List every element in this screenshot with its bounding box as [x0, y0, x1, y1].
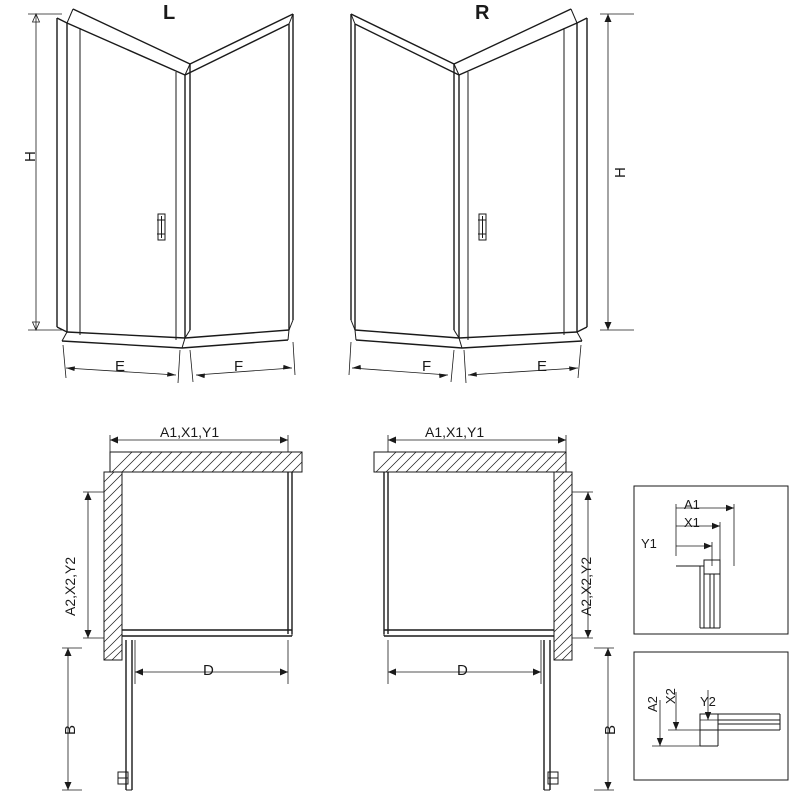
plan-left-door-dim-label: B [62, 724, 79, 735]
iso-left-title: L [163, 2, 176, 24]
plan-view-left [62, 435, 302, 790]
detail-top-dim-2: X1 [684, 515, 700, 530]
iso-right-title: R [475, 2, 490, 24]
iso-left-depth-label-1: E [115, 358, 126, 375]
iso-right-height-label: H [612, 167, 629, 178]
iso-view-left [28, 9, 295, 383]
iso-left-depth-label-2: F [234, 358, 244, 375]
plan-right-door-dim-label: B [602, 724, 619, 735]
detail-top-dim-1: A1 [684, 497, 700, 512]
plan-left-side-dim-label: A2,X2,Y2 [62, 556, 78, 616]
plan-right-top-dim-label: A1,X1,Y1 [425, 424, 485, 440]
iso-right-depth-label-1: F [422, 358, 432, 375]
detail-view-top [634, 486, 788, 634]
plan-left-inner-dim-label: D [203, 662, 214, 679]
plan-right-inner-dim-label: D [457, 662, 468, 679]
plan-right-side-dim-label: A2,X2,Y2 [578, 556, 594, 616]
iso-view-right [349, 9, 634, 383]
detail-top-dim-3: Y1 [641, 536, 657, 551]
iso-left-height-label: H [22, 151, 39, 162]
detail-bottom-dim-1: A2 [645, 696, 660, 712]
detail-bottom-dim-2: X2 [663, 688, 678, 704]
plan-left-top-dim-label: A1,X1,Y1 [160, 424, 220, 440]
detail-view-bottom [634, 652, 788, 780]
detail-bottom-dim-3: Y2 [700, 694, 716, 709]
iso-right-depth-label-2: E [537, 358, 548, 375]
